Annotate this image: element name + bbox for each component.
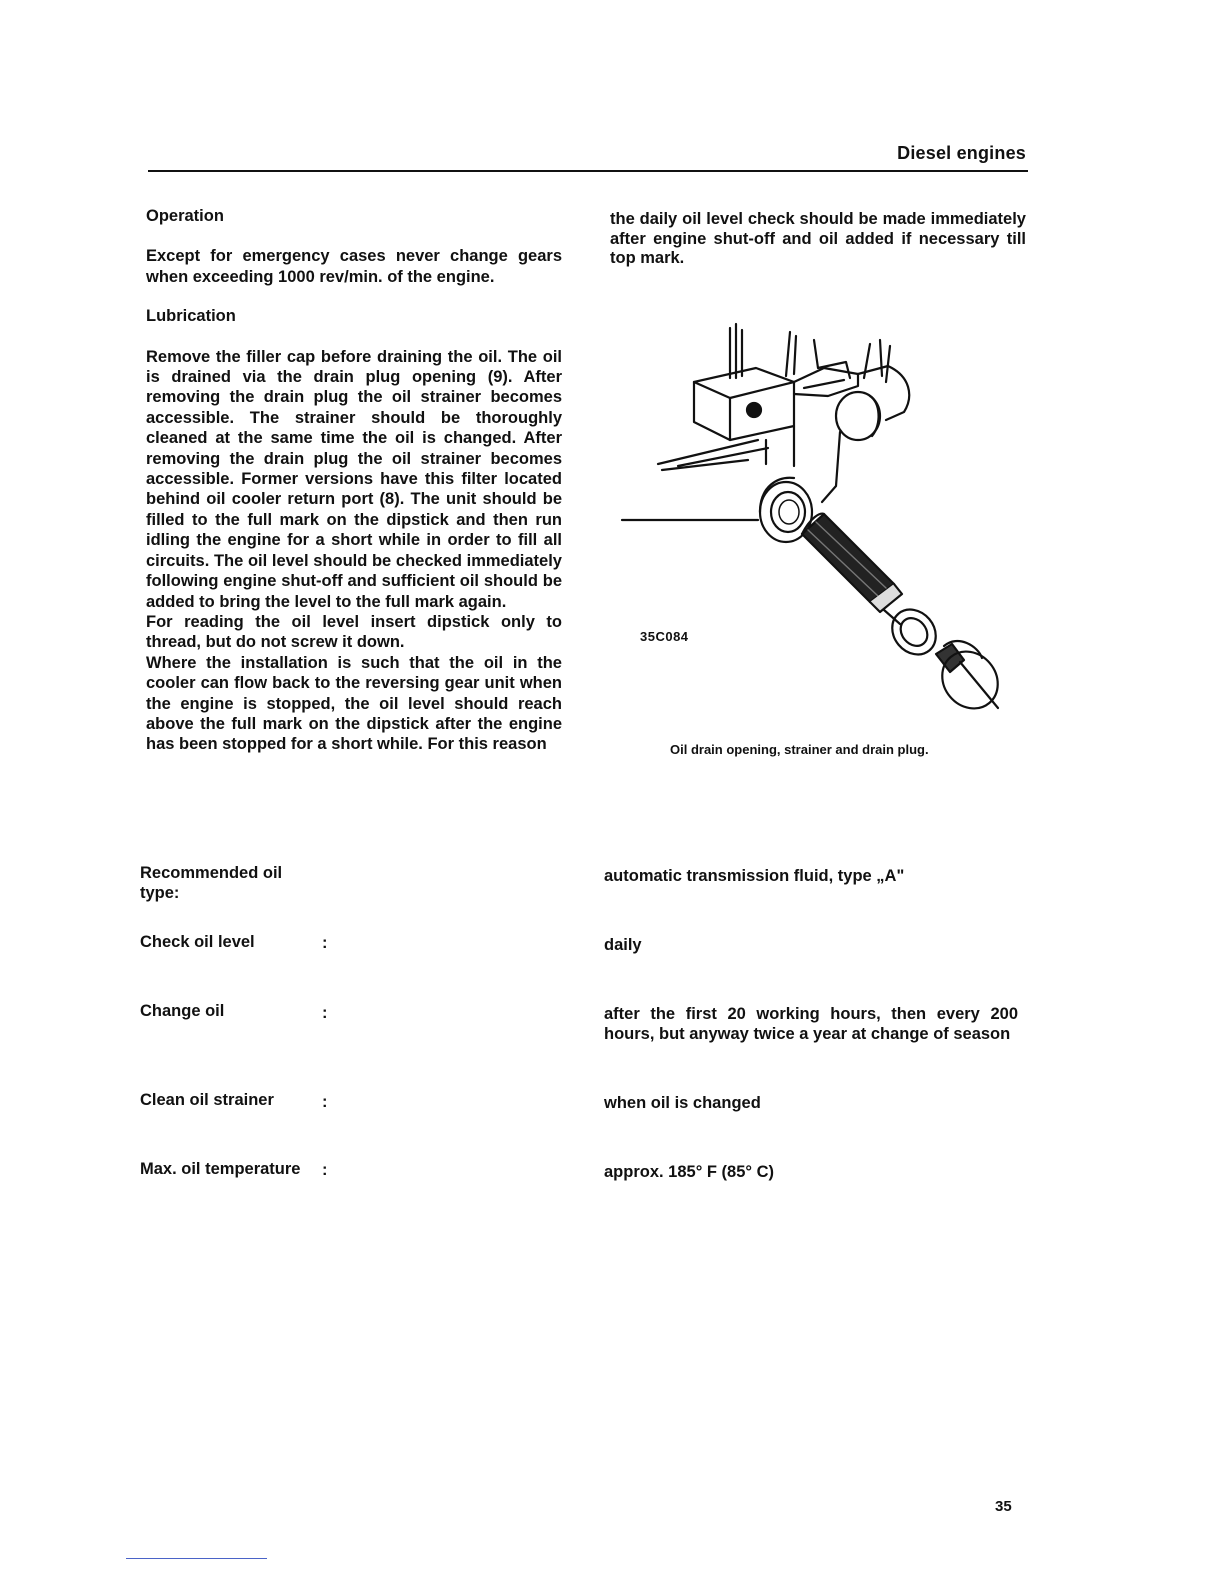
figure-caption: Oil drain opening, strainer and drain plug. bbox=[670, 742, 929, 757]
spec-value-max-temp: approx. 185° F (85° C) bbox=[604, 1163, 774, 1181]
spec-colon: : bbox=[322, 1093, 328, 1111]
spec-label-oil-type: Recommended oil type: bbox=[140, 864, 283, 902]
page-number: 35 bbox=[995, 1498, 1012, 1515]
operation-heading: Operation bbox=[146, 207, 224, 225]
page-header-title: Diesel engines bbox=[897, 143, 1026, 163]
spec-value-oil-type: automatic transmission fluid, type „A" bbox=[604, 867, 905, 885]
operation-paragraph: Except for emergency cases never change gears when exceeding 1000 rev/min. of the engine. bbox=[146, 247, 562, 286]
spec-label-check-oil: Check oil level bbox=[140, 933, 255, 951]
left-column bbox=[146, 206, 562, 755]
spec-value-change-oil: after the first 20 working hours, then every 200 hours, but anyway twice a year at change of season bbox=[604, 1005, 1018, 1043]
spec-label-change-oil: Change oil bbox=[140, 1002, 225, 1020]
spec-label-max-temp: Max. oil temperature bbox=[140, 1160, 301, 1178]
oil-drain-illustration bbox=[618, 316, 1018, 716]
figure-code: 35C084 bbox=[640, 629, 689, 644]
lubrication-paragraph: Remove the filler cap before draining the oil. The oil is drained via the drain plug opening (9). After removing the drain plug the oil strainer becomes accessible. The strainer should be thoroughly cleaned at the same time the oil is changed. After removing the drain plug the oil strainer becomes accessible. Former versions have this filter located behind oil cooler return port (8). The unit should be filled to the full mark on the dipstick and then run idling the engine for a short while in order to fill all circuits. The oil level should be checked immediately following engine shut-off and sufficient oil should be added to bring the level to the full mark again. bbox=[146, 347, 562, 611]
header-rule bbox=[148, 170, 1028, 172]
footer-rule bbox=[126, 1558, 267, 1559]
right-column-paragraph: the daily oil level check should be made immediately after engine shut-off and oil added if necessary till top mark. bbox=[610, 210, 1026, 268]
installation-paragraph: Where the installation is such that the oil in the cooler can flow back to the reversing gear unit when the engine is stopped, the oil level should reach above the full mark on the dipstick after the engine has been stopped for a short while. For this reason bbox=[146, 653, 562, 754]
spec-colon: : bbox=[322, 934, 328, 952]
spec-value-check-oil: daily bbox=[604, 936, 642, 954]
lubrication-heading: Lubrication bbox=[146, 307, 236, 326]
spec-label-clean-strainer: Clean oil strainer bbox=[140, 1091, 274, 1109]
spec-colon: : bbox=[322, 1004, 328, 1022]
dipstick-paragraph: For reading the oil level insert dipstick only to thread, but do not screw it down. bbox=[146, 612, 562, 652]
spec-colon: : bbox=[322, 1161, 328, 1179]
spec-value-clean-strainer: when oil is changed bbox=[604, 1094, 761, 1112]
